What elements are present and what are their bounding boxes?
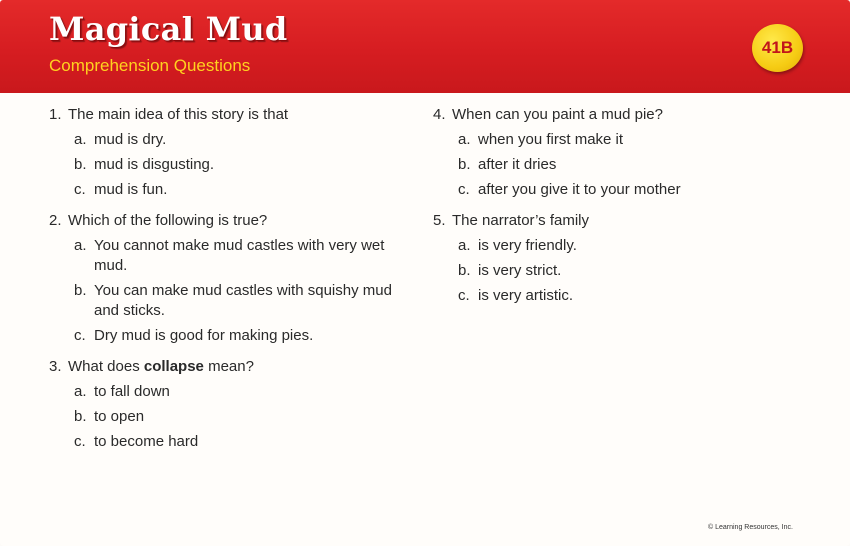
answer-options [49, 130, 419, 200]
left-column [49, 105, 419, 463]
answer-option: b. after it dries [458, 156, 557, 173]
badge-label: 41B [761, 38, 794, 57]
right-column [433, 105, 813, 317]
answer-option: a. when you first make it [458, 131, 624, 148]
question-5 [433, 211, 813, 306]
answer-options [49, 236, 419, 346]
answer-option: c. mud is fun. [74, 181, 168, 198]
question-3 [49, 357, 419, 452]
card-header [0, 0, 850, 93]
question-prompt: Which of the following is true? [68, 212, 268, 229]
answer-option: c. is very artistic. [458, 287, 574, 304]
question-prompt: What does collapse mean? [68, 358, 254, 375]
copyright-notice: © Learning Resources, Inc. [708, 524, 793, 531]
question-4 [433, 105, 813, 200]
answer-option: a. to fall down [74, 383, 170, 400]
answer-option: b. You can make mud castles with squishy mud and sticks. [74, 282, 392, 319]
answer-options [49, 382, 419, 452]
question-2 [49, 211, 419, 346]
answer-option: a. You cannot make mud castles with very wet mud. [74, 237, 385, 274]
answer-options [433, 236, 813, 306]
answer-option: a. is very friendly. [458, 237, 577, 254]
answer-options [433, 130, 813, 200]
question-number: 4. [433, 106, 446, 123]
answer-option: c. after you give it to your mother [458, 181, 681, 198]
answer-option: b. to open [74, 408, 145, 425]
question-prompt: The main idea of this story is that [68, 106, 289, 123]
question-number: 3. [49, 358, 62, 375]
card-number-badge [752, 24, 803, 72]
card-title: Magical Mud [49, 10, 288, 48]
answer-option: c. to become hard [74, 433, 199, 450]
answer-option: b. is very strict. [458, 262, 562, 279]
question-number: 2. [49, 212, 62, 229]
question-number: 5. [433, 212, 446, 229]
question-prompt: The narrator’s family [452, 212, 589, 229]
question-number: 1. [49, 106, 62, 123]
answer-option: a. mud is dry. [74, 131, 167, 148]
answer-option: b. mud is disgusting. [74, 156, 215, 173]
question-1 [49, 105, 419, 200]
answer-option: c. Dry mud is good for making pies. [74, 327, 314, 344]
question-prompt: When can you paint a mud pie? [452, 106, 663, 123]
card-subtitle: Comprehension Questions [49, 56, 251, 75]
